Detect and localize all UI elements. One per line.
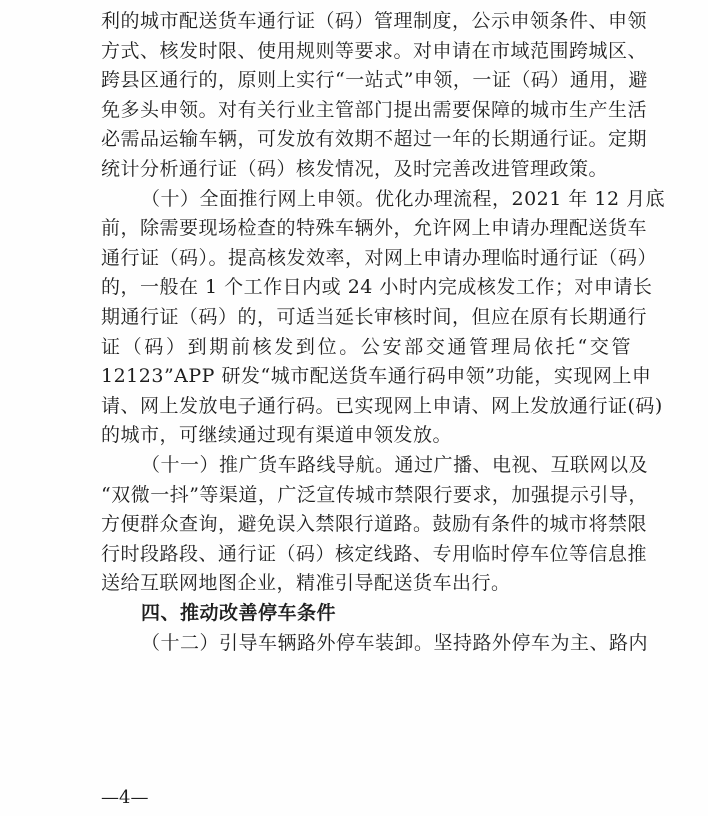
text-line: 前，除需要现场检查的特殊车辆外，允许网上申请办理配送货车	[101, 217, 648, 240]
text-line: 跨县区通行的，原则上实行“一站式”申领，一证（码）通用，避	[101, 69, 648, 92]
text-line: 期通行证（码）的，可适当延长审核时间，但应在原有长期通行	[101, 306, 648, 328]
text-line: 利的城市配送货车通行证（码）管理制度，公示申领条件、申领	[101, 10, 648, 32]
text-line: “双微一抖”等渠道，广泛宣传城市禁限行要求，加强提示引导，	[101, 483, 648, 506]
text-line: 的，一般在 1 个工作日内或 24 小时内完成核发工作；对申请长	[101, 276, 653, 299]
section-heading: 四、推动改善停车条件	[141, 602, 337, 624]
text-line: 方式、核发时限、使用规则等要求。对申请在市域范围跨城区、	[101, 39, 648, 62]
page-number: —4—	[101, 787, 149, 808]
text-line: 必需品运输车辆，可发放有效期不超过一年的长期通行证。定期	[101, 128, 648, 151]
paragraph-first-line: （十二）引导车辆路外停车装卸。坚持路外停车为主、路内	[141, 631, 649, 654]
text-line: 通行证（码）。提高核发效率，对网上申请办理临时通行证（码）	[101, 246, 658, 269]
paragraph-first-line: （十）全面推行网上申领。优化办理流程，2021 年 12 月底	[141, 187, 666, 210]
text-line: 免多头申领。对有关行业主管部门提出需要保障的城市生产生活	[101, 98, 648, 121]
text-line: 请、网上发放电子通行码。已实现网上申请、网上发放通行证(码)	[101, 394, 663, 417]
text-line: 统计分析通行证（码）核发情况，及时完善改进管理政策。	[101, 158, 609, 180]
text-line: 方便群众查询，避免误入禁限行道路。鼓励有条件的城市将禁限	[101, 513, 648, 536]
text-line: 12123”APP 研发“城市配送货车通行码申领”功能，实现网上申	[101, 365, 652, 388]
text-line: 的城市，可继续通过现有渠道申领发放。	[101, 424, 453, 447]
text-line: 证（码）到期前核发到位。公安部交通管理局依托“交管	[101, 335, 631, 358]
paragraph-first-line: （十一）推广货车路线导航。通过广播、电视、互联网以及	[141, 454, 649, 476]
text-line: 送给互联网地图企业，精准引导配送货车出行。	[101, 572, 511, 595]
text-line: 行时段路段、通行证（码）核定线路、专用临时停车位等信息推	[101, 542, 648, 565]
